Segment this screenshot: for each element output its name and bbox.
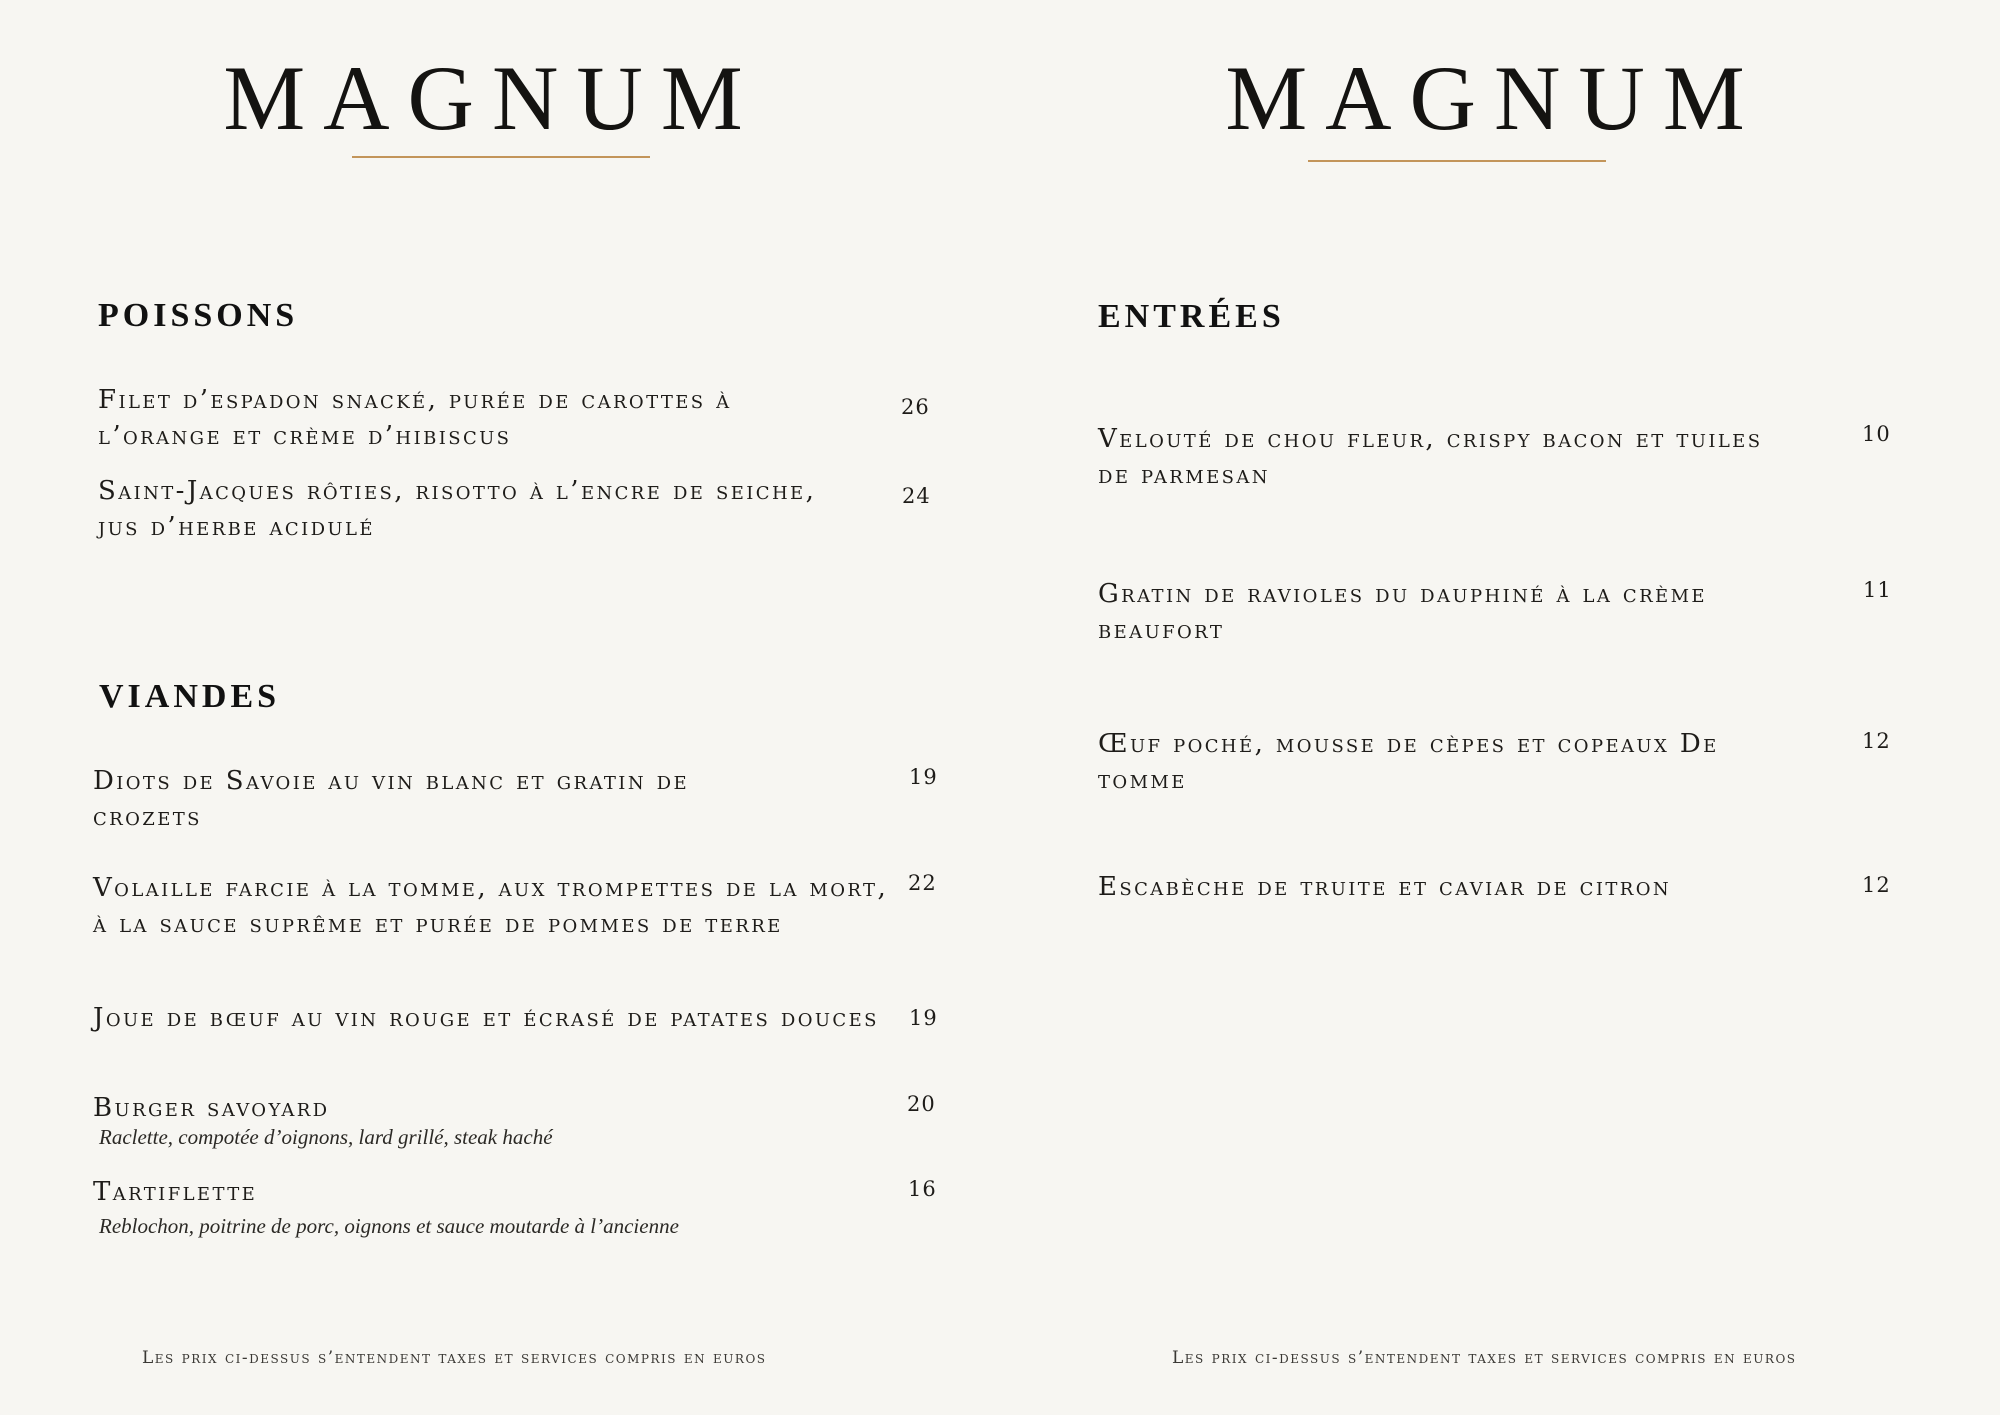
brand-title: MAGNUM: [1225, 47, 1763, 149]
dish-price: 11: [1863, 578, 1892, 602]
dish-name: Œuf poché, mousse de cèpes et copeaux De tomme: [1098, 729, 1719, 795]
dish-name: Escabèche de truite et caviar de citron: [1098, 872, 1672, 902]
dish-price: 19: [909, 765, 938, 789]
dish-description: Raclette, compotée d’oignons, lard grillé, steak haché: [99, 1125, 553, 1149]
section-title-entrees: ENTRÉES: [1098, 298, 1285, 335]
dish-price: 12: [1862, 873, 1891, 897]
dish-price: 22: [908, 871, 937, 895]
dish-price: 26: [901, 395, 930, 419]
dish-name: Tartiflette: [93, 1177, 258, 1207]
dish-price: 19: [909, 1006, 938, 1030]
footer-note: Les prix ci-dessus s’entendent taxes et services compris en euros: [142, 1348, 767, 1368]
dish-name: Saint-Jacques rôties, risotto à l’encre de seiche, jus d’herbe acidulé: [98, 476, 817, 542]
section-title-viandes: VIANDES: [99, 678, 281, 715]
dish-price: 12: [1862, 729, 1891, 753]
dish-name: Joue de bœuf au vin rouge et écrasé de patates douces: [93, 1003, 879, 1033]
dish-name: Velouté de chou fleur, crispy bacon et tuiles de parmesan: [1098, 424, 1763, 490]
footer-note: Les prix ci-dessus s’entendent taxes et services compris en euros: [1172, 1348, 1797, 1368]
dish-name: Gratin de ravioles du dauphiné à la crème beaufort: [1098, 579, 1707, 645]
brand-title: MAGNUM: [223, 47, 761, 149]
dish-description: Reblochon, poitrine de porc, oignons et sauce moutarde à l’ancienne: [99, 1214, 679, 1238]
brand-divider: [1308, 160, 1606, 162]
brand-divider: [352, 156, 650, 158]
dish-name: Burger savoyard: [93, 1093, 330, 1123]
dish-name: Filet d’espadon snacké, purée de carottes à l’orange et crème d’hibiscus: [98, 385, 732, 451]
dish-name: Diots de Savoie au vin blanc et gratin de crozets: [93, 766, 690, 832]
dish-price: 16: [908, 1177, 937, 1201]
menu-page-right: [1000, 0, 2000, 1415]
dish-price: 20: [907, 1092, 936, 1116]
dish-price: 24: [902, 484, 931, 508]
dish-name: Volaille farcie à la tomme, aux trompettes de la mort, à la sauce suprême et purée de pommes de terre: [93, 873, 889, 939]
dish-price: 10: [1862, 422, 1891, 446]
section-title-poissons: POISSONS: [98, 297, 299, 334]
